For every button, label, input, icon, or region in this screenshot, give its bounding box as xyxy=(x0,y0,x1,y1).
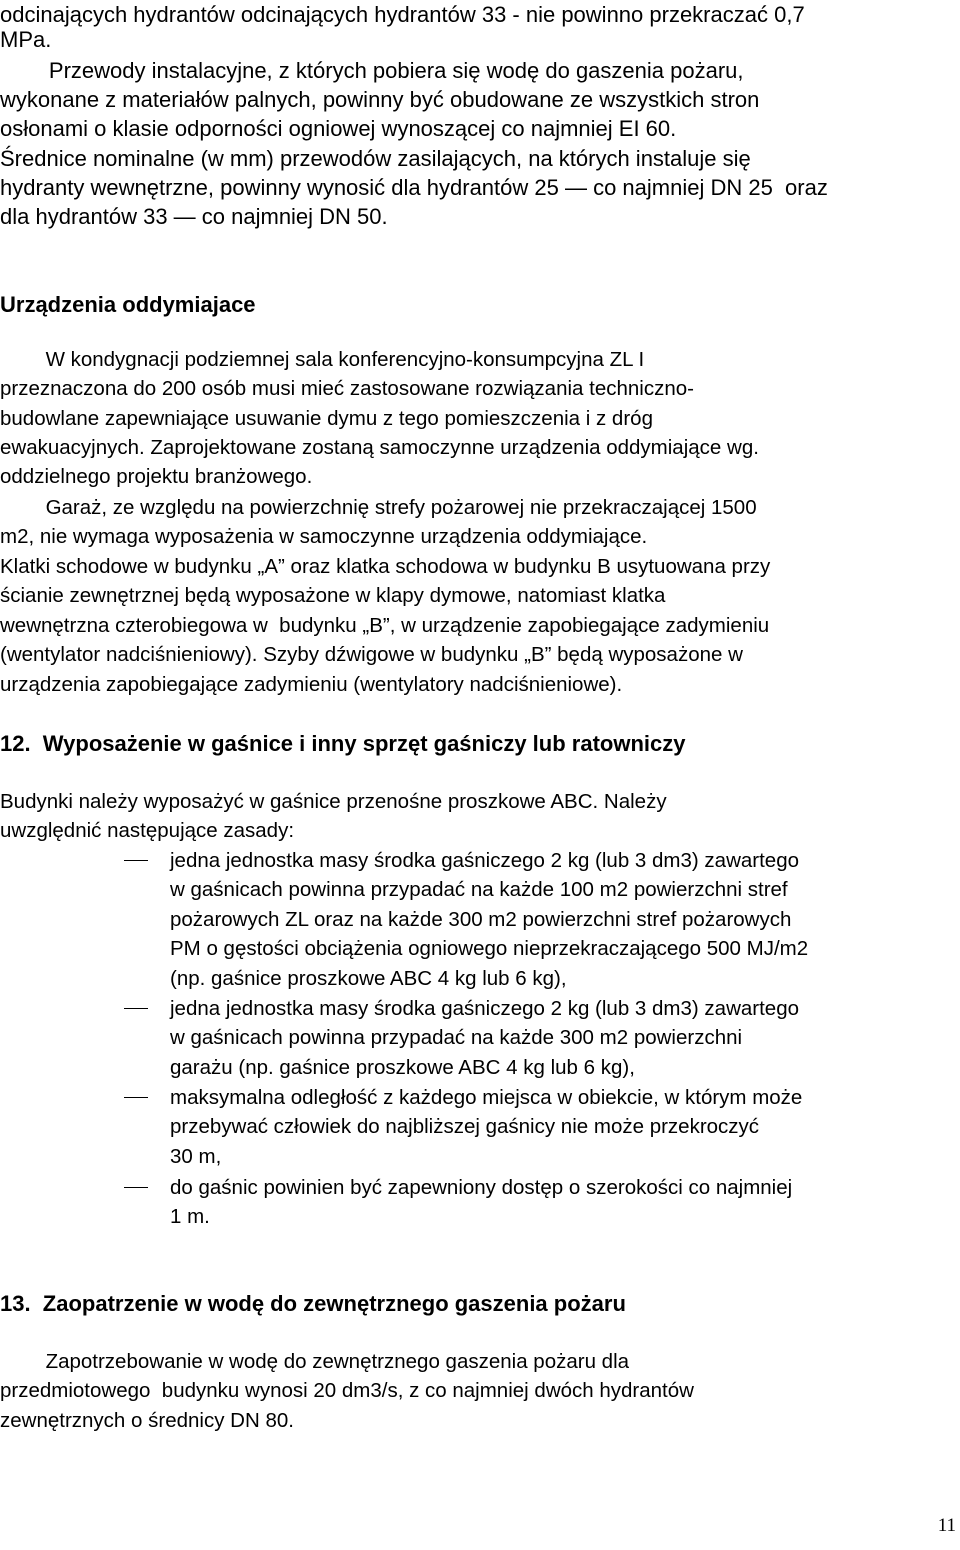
list-bullet-dash xyxy=(124,1187,148,1188)
list-item-line: maksymalna odległość z każdego miejsca w obiekcie, w którym może xyxy=(170,1086,803,1109)
list-item-line: 30 m, xyxy=(170,1145,222,1168)
text-line: Średnice nominalne (w mm) przewodów zasilających, na których instaluje się xyxy=(0,146,751,171)
text-line: Garaż, ze względu na powierzchnię strefy pożarowej nie przekraczającej 1500 xyxy=(0,496,757,519)
list-bullet-dash xyxy=(124,860,148,861)
text-line: zewnętrznych o średnicy DN 80. xyxy=(0,1409,294,1432)
text-line: Klatki schodowe w budynku „A” oraz klatka schodowa w budynku B usytuowana przy xyxy=(0,555,771,578)
section-heading: 12. Wyposażenie w gaśnice i inny sprzęt gaśniczy lub ratowniczy xyxy=(0,731,686,756)
section-heading: 13. Zaopatrzenie w wodę do zewnętrznego gaszenia pożaru xyxy=(0,1291,626,1316)
text-line: wewnętrzna czterobiegowa w budynku „B”, w urządzenie zapobiegające zadymieniu xyxy=(0,614,770,637)
text-line: Zapotrzebowanie w wodę do zewnętrznego gaszenia pożaru dla xyxy=(0,1350,630,1373)
list-bullet-dash xyxy=(124,1008,148,1009)
text-line: ścianie zewnętrznej będą wyposażone w klapy dymowe, natomiast klatka xyxy=(0,584,666,607)
text-line: Przewody instalacyjne, z których pobiera się wodę do gaszenia pożaru, xyxy=(0,58,744,83)
page-number: 11 xyxy=(937,1515,956,1536)
text-line: przeznaczona do 200 osób musi mieć zastosowane rozwiązania techniczno- xyxy=(0,377,694,400)
list-item-line: do gaśnic powinien być zapewniony dostęp o szerokości co najmniej xyxy=(170,1176,793,1199)
text-line: m2, nie wymaga wyposażenia w samoczynne urządzenia oddymiające. xyxy=(0,525,648,548)
text-line: (wentylator nadciśnieniowy). Szyby dźwigowe w budynku „B” będą wyposażone w xyxy=(0,643,743,666)
list-item-line: (np. gaśnice proszkowe ABC 4 kg lub 6 kg), xyxy=(170,967,567,990)
list-item-line: pożarowych ZL oraz na każde 300 m2 powierzchni stref pożarowych xyxy=(170,908,792,931)
text-line: ewakuacyjnych. Zaprojektowane zostaną samoczynne urządzenia oddymiające wg. xyxy=(0,436,759,459)
text-line: dla hydrantów 33 — co najmniej DN 50. xyxy=(0,204,388,229)
list-item-line: w gaśnicach powinna przypadać na każde 100 m2 powierzchni stref xyxy=(170,878,788,901)
list-item-line: 1 m. xyxy=(170,1205,210,1228)
text-line: budowlane zapewniające usuwanie dymu z tego pomieszczenia i z dróg xyxy=(0,407,653,430)
list-item-line: PM o gęstości obciążenia ogniowego nieprzekraczającego 500 MJ/m2 xyxy=(170,937,809,960)
list-item-line: garażu (np. gaśnice proszkowe ABC 4 kg lub 6 kg), xyxy=(170,1056,635,1079)
text-line: przedmiotowego budynku wynosi 20 dm3/s, z co najmniej dwóch hydrantów xyxy=(0,1379,694,1402)
text-line: urządzenia zapobiegające zadymieniu (wentylatory nadciśnieniowe). xyxy=(0,673,623,696)
text-line: osłonami o klasie odporności ogniowej wynoszącej co najmniej EI 60. xyxy=(0,116,677,141)
text-line: uwzględnić następujące zasady: xyxy=(0,819,295,842)
list-bullet-dash xyxy=(124,1097,148,1098)
list-item-line: jedna jednostka masy środka gaśniczego 2 kg (lub 3 dm3) zawartego xyxy=(170,849,800,872)
list-item-line: w gaśnicach powinna przypadać na każde 300 m2 powierzchni xyxy=(170,1026,743,1049)
text-line: hydranty wewnętrzne, powinny wynosić dla hydrantów 25 — co najmniej DN 25 oraz xyxy=(0,175,828,200)
text-line: odcinających hydrantów odcinających hydrantów 33 - nie powinno przekraczać 0,7 xyxy=(0,2,805,27)
text-line: wykonane z materiałów palnych, powinny być obudowane ze wszystkich stron xyxy=(0,87,760,112)
text-line: oddzielnego projektu branżowego. xyxy=(0,465,313,488)
text-line: W kondygnacji podziemnej sala konferencyjno-konsumpcyjna ZL I xyxy=(0,348,645,371)
section-heading: Urządzenia oddymiajace xyxy=(0,292,256,317)
text-line: MPa. xyxy=(0,27,52,52)
list-item-line: przebywać człowiek do najbliższej gaśnicy nie może przekroczyć xyxy=(170,1115,760,1138)
text-line: Budynki należy wyposażyć w gaśnice przenośne proszkowe ABC. Należy xyxy=(0,790,667,813)
list-item-line: jedna jednostka masy środka gaśniczego 2 kg (lub 3 dm3) zawartego xyxy=(170,997,800,1020)
